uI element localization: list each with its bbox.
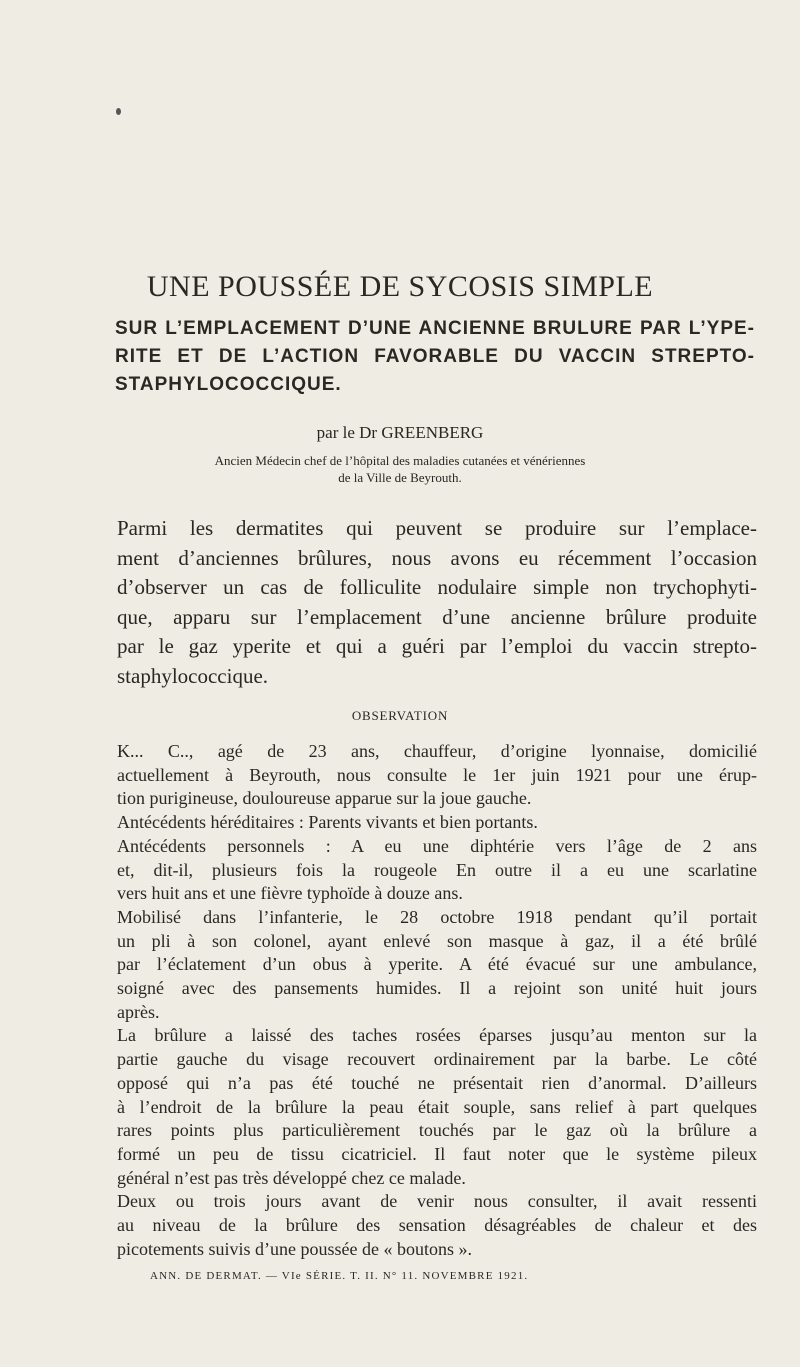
body-line: rares points plus particulièrement touchés par le gaz où la brûlure a	[117, 1120, 757, 1141]
body-line: Antécédents personnels : A eu une diphtérie vers l’âge de 2 ans	[117, 835, 757, 856]
ink-speck	[116, 108, 121, 115]
body-line: opposé qui n’a pas été touché ne présentait rien d’anormal. D’ailleurs	[117, 1072, 757, 1093]
affiliation-line: Ancien Médecin chef de l’hôpital des maladies cutanées et vénériennes	[214, 453, 586, 468]
intro-line: ment d’anciennes brûlures, nous avons eu récemment l’occasion	[117, 545, 757, 570]
author-affiliation	[0, 452, 800, 486]
article-subtitle	[115, 315, 755, 399]
body-line: au niveau de la brûlure des sensation désagréables de chaleur et des	[117, 1215, 757, 1236]
body-line: après.	[117, 1001, 160, 1022]
intro-line: que, apparu sur l’emplacement d’une ancienne brûlure produite	[117, 604, 757, 629]
body-line: général n’est pas très développé chez ce malade.	[117, 1167, 466, 1188]
observation-body	[117, 740, 757, 1261]
body-line: K... C.., agé de 23 ans, chauffeur, d’origine lyonnaise, domicilié	[117, 741, 757, 761]
body-line: picotements suivis d’une poussée de « boutons ».	[117, 1238, 472, 1259]
subtitle-line: SUR L’EMPLACEMENT D’UNE ANCIENNE BRULURE PAR L’YPE-	[115, 318, 755, 339]
body-line: La brûlure a laissé des taches rosées éparses jusqu’au menton sur la	[117, 1025, 757, 1046]
body-line: par l’éclatement d’un obus à yperite. A été évacué sur une ambulance,	[117, 954, 757, 975]
affiliation-line: de la Ville de Beyrouth.	[338, 470, 462, 485]
body-line: vers huit ans et une fièvre typhoïde à douze ans.	[117, 883, 463, 904]
intro-paragraph	[117, 514, 757, 691]
body-line: actuellement à Beyrouth, nous consulte le 1er juin 1921 pour une érup-	[117, 764, 757, 785]
intro-line: Parmi les dermatites qui peuvent se produire sur l’emplace-	[117, 516, 757, 540]
body-line: à l’endroit de la brûlure la peau était souple, sans relief à part quelques	[117, 1096, 757, 1117]
body-line: soigné avec des pansements humides. Il a rejoint son unité huit jours	[117, 978, 757, 999]
body-line: tion purigineuse, douloureuse apparue sur la joue gauche.	[117, 788, 532, 809]
article-title: UNE POUSSÉE DE SYCOSIS SIMPLE	[146, 270, 654, 303]
body-line: Antécédents héréditaires : Parents vivants et bien portants.	[117, 812, 538, 833]
body-line: un pli à son colonel, ayant enlevé son masque à gaz, il a été brûlé	[117, 930, 757, 951]
intro-line: d’observer un cas de folliculite nodulaire simple non trychophyti-	[117, 575, 757, 599]
body-line: partie gauche du visage recouvert ordinairement par la barbe. Le côté	[117, 1049, 757, 1070]
body-line: Deux ou trois jours avant de venir nous consulter, il avait ressenti	[117, 1191, 757, 1212]
section-heading: OBSERVATION	[351, 708, 449, 723]
body-line: formé un peu de tissu cicatriciel. Il faut noter que le système pileux	[117, 1143, 757, 1164]
author-byline: par le Dr GREENBERG	[316, 423, 484, 442]
intro-line: staphylococcique.	[117, 663, 269, 688]
intro-line: par le gaz yperite et qui a guéri par l’emploi du vaccin strepto-	[117, 634, 757, 658]
subtitle-line: RITE ET DE L’ACTION FAVORABLE DU VACCIN STREPTO-	[115, 346, 755, 367]
subtitle-line: STAPHYLOCOCCIQUE.	[115, 374, 342, 395]
body-line: et, dit-il, plusieurs fois la rougeole En outre il a eu une scarlatine	[117, 859, 757, 880]
journal-footer: ANN. DE DERMAT. — VIe SÉRIE. T. II. N° 11. NOVEMBRE 1921.	[150, 1270, 529, 1282]
body-line: Mobilisé dans l’infanterie, le 28 octobre 1918 pendant qu’il portait	[117, 906, 757, 927]
